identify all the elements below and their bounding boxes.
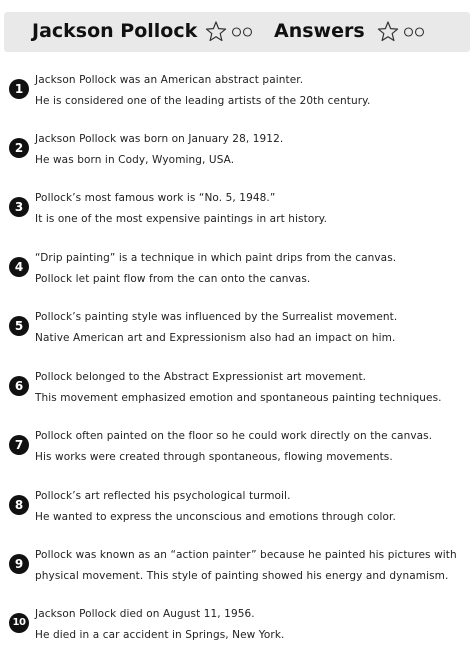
double-circle-icon xyxy=(231,26,253,38)
answer-line-1: Pollock’s painting style was influenced by the Surrealist movement. xyxy=(35,311,398,323)
answer-item-3 xyxy=(0,191,474,237)
answer-item-4 xyxy=(0,251,474,297)
answer-line-1: Jackson Pollock was an American abstract painter. xyxy=(35,74,304,86)
answer-item-1 xyxy=(0,73,474,119)
item-number-badge: 1 xyxy=(9,79,29,99)
worksheet-subtitle: Answers xyxy=(274,20,365,42)
answer-line-2: He is considered one of the leading artists of the 20th century. xyxy=(35,95,371,107)
answer-item-7 xyxy=(0,429,474,475)
answer-line-1: Pollock’s most famous work is “No. 5, 1948.” xyxy=(35,192,276,204)
answer-item-2 xyxy=(0,132,474,178)
answer-line-1: Pollock was known as an “action painter” because he painted his pictures with xyxy=(35,549,457,561)
answer-line-2: This movement emphasized emotion and spontaneous painting techniques. xyxy=(35,392,442,404)
answer-item-5 xyxy=(0,310,474,356)
answer-line-2: He died in a car accident in Springs, New York. xyxy=(35,629,285,641)
answer-line-2: Native American art and Expressionism also had an impact on him. xyxy=(35,332,396,344)
item-number-badge: 8 xyxy=(9,495,29,515)
item-number-badge: 10 xyxy=(9,613,29,633)
header-decoration-right xyxy=(376,20,425,44)
answer-item-6 xyxy=(0,370,474,416)
answer-line-2: Pollock let paint flow from the can onto the canvas. xyxy=(35,273,311,285)
answer-item-10 xyxy=(0,607,474,653)
answer-line-1: Jackson Pollock died on August 11, 1956. xyxy=(35,608,255,620)
answer-line-1: Jackson Pollock was born on January 28, 1912. xyxy=(35,133,284,145)
answer-line-1: “Drip painting” is a technique in which paint drips from the canvas. xyxy=(35,252,397,264)
item-number-badge: 4 xyxy=(9,257,29,277)
answer-item-8 xyxy=(0,489,474,535)
worksheet-title: Jackson Pollock xyxy=(32,20,198,42)
star-outline-icon xyxy=(376,20,400,44)
item-number-badge: 9 xyxy=(9,554,29,574)
answer-line-1: Pollock often painted on the floor so he could work directly on the canvas. xyxy=(35,430,433,442)
double-circle-icon xyxy=(403,26,425,38)
answer-line-2: His works were created through spontaneous, flowing movements. xyxy=(35,451,393,463)
answer-line-2: It is one of the most expensive paintings in art history. xyxy=(35,213,328,225)
item-number-badge: 6 xyxy=(9,376,29,396)
item-number-badge: 3 xyxy=(9,197,29,217)
answer-line-1: Pollock’s art reflected his psychological turmoil. xyxy=(35,490,291,502)
worksheet-header xyxy=(4,12,470,52)
star-outline-icon xyxy=(204,20,228,44)
item-number-badge: 5 xyxy=(9,316,29,336)
answer-line-2: physical movement. This style of painting showed his energy and dynamism. xyxy=(35,570,449,582)
item-number-badge: 7 xyxy=(9,435,29,455)
answer-line-2: He wanted to express the unconscious and emotions through color. xyxy=(35,511,396,523)
header-decoration-left xyxy=(204,20,253,44)
answer-line-2: He was born in Cody, Wyoming, USA. xyxy=(35,154,235,166)
answer-item-9 xyxy=(0,548,474,594)
item-number-badge: 2 xyxy=(9,138,29,158)
answer-line-1: Pollock belonged to the Abstract Expressionist art movement. xyxy=(35,371,367,383)
